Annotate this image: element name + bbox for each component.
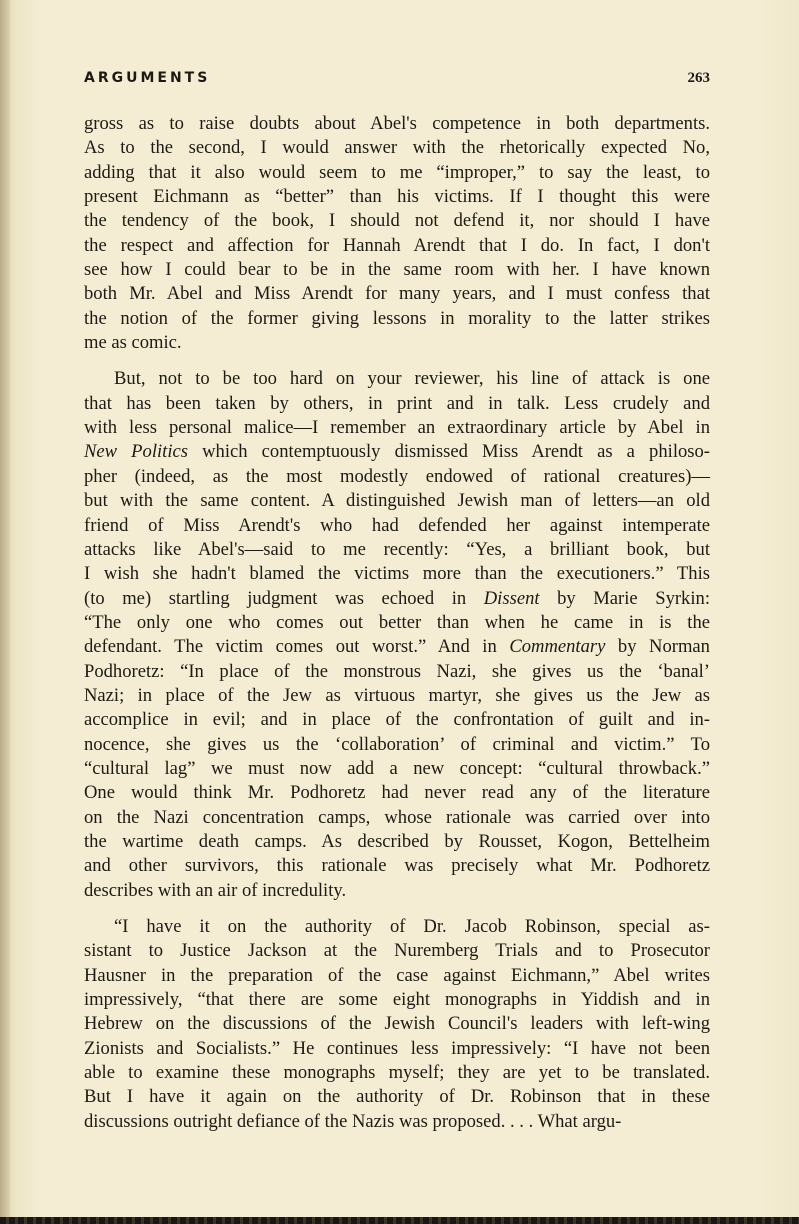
text-line: defendant. The victim comes out worst.” And in Commentary by Norman (84, 636, 710, 658)
body-text (84, 112, 710, 1134)
text-line: discussions outright defiance of the Nazis was proposed. . . . What argu- (84, 1110, 622, 1132)
text-line: me as comic. (84, 332, 182, 354)
text-line: “cultural lag” we must now add a new concept: “cultural throwback.” (84, 757, 710, 779)
text-line: “I have it on the authority of Dr. Jacob Robinson, special as- (114, 916, 710, 937)
text-line: see how I could bear to be in the same room with her. I have known (84, 259, 710, 281)
text-line: Zionists and Socialists.” He continues less impressively: “I have not been (84, 1037, 710, 1059)
page-header (84, 70, 710, 94)
paragraph-gap (84, 903, 710, 915)
text-line: “The only one who comes out better than when he came in is the (84, 611, 710, 633)
text-line: both Mr. Abel and Miss Arendt for many years, and I must confess that (84, 283, 710, 305)
text-line: describes with an air of incredulity. (84, 879, 347, 901)
text-line: gross as to raise doubts about Abel's competence in both departments. (84, 113, 710, 134)
text-line: present Eichmann as “better” than his victims. If I thought this were (84, 186, 710, 208)
text-line: Hausner in the preparation of the case against Eichmann,” Abel writes (84, 964, 710, 986)
text-line: Nazi; in place of the Jew as virtuous martyr, she gives us the Jew as (84, 684, 710, 706)
text-line: impressively, “that there are some eight monographs in Yiddish and in (84, 989, 710, 1011)
text-line: pher (indeed, as the most modestly endowed of rational creatures)— (84, 465, 710, 487)
text-line: But I have it again on the authority of Dr. Robinson that in these (84, 1086, 710, 1108)
text-line: As to the second, I would answer with the rhetorically expected No, (84, 137, 710, 159)
text-line: I wish she hadn't blamed the victims more than the executioners.” This (84, 563, 710, 585)
text-line: friend of Miss Arendt's who had defended her against intemperate (84, 514, 710, 536)
text-line: able to examine these monographs myself; they are yet to be translated. (84, 1062, 710, 1084)
text-line: the tendency of the book, I should not defend it, nor should I have (84, 210, 710, 232)
text-line: One would think Mr. Podhoretz had never read any of the literature (84, 782, 710, 804)
text-line: Podhoretz: “In place of the monstrous Nazi, she gives us the ‘banal’ (84, 660, 710, 682)
page-binding-edge (0, 0, 10, 1224)
running-head: ARGUMENTS (84, 70, 211, 86)
text-line: the notion of the former giving lessons in morality to the latter strikes (84, 307, 710, 329)
paragraph-gap (84, 355, 710, 367)
paragraph (84, 112, 710, 355)
bottom-edge-rule (0, 1217, 799, 1224)
text-line: But, not to be too hard on your reviewer, his line of attack is one (114, 368, 710, 390)
paragraph (84, 367, 710, 903)
page-number: 263 (687, 70, 710, 86)
text-line: with less personal malice—I remember an extraordinary article by Abel in (84, 417, 710, 439)
text-line: nocence, she gives us the ‘collaboration’ of criminal and victim.” To (84, 733, 710, 755)
text-line: Hebrew on the discussions of the Jewish Council's leaders with left-wing (84, 1013, 710, 1035)
text-line: New Politics which contemptuously dismissed Miss Arendt as a philoso- (84, 441, 711, 463)
text-line: and other survivors, this rationale was precisely what Mr. Podhoretz (84, 855, 710, 877)
text-line: that has been taken by others, in print and in talk. Less crudely and (84, 392, 710, 414)
text-line: the wartime death camps. As described by Rousset, Kogon, Bettelheim (84, 830, 710, 852)
text-line: sistant to Justice Jackson at the Nuremberg Trials and to Prosecutor (84, 940, 710, 962)
text-line: adding that it also would seem to me “improper,” to say the least, to (84, 161, 710, 183)
text-line: on the Nazi concentration camps, whose rationale was carried over into (84, 806, 710, 828)
text-line: accomplice in evil; and in place of the confrontation of guilt and in- (84, 709, 710, 731)
text-line: (to me) startling judgment was echoed in Dissent by Marie Syrkin: (84, 587, 710, 609)
text-line: but with the same content. A distinguished Jewish man of letters—an old (84, 490, 710, 512)
paragraph (84, 915, 710, 1134)
text-line: the respect and affection for Hannah Arendt that I do. In fact, I don't (84, 234, 710, 256)
text-line: attacks like Abel's—said to me recently: “Yes, a brilliant book, but (84, 538, 710, 560)
